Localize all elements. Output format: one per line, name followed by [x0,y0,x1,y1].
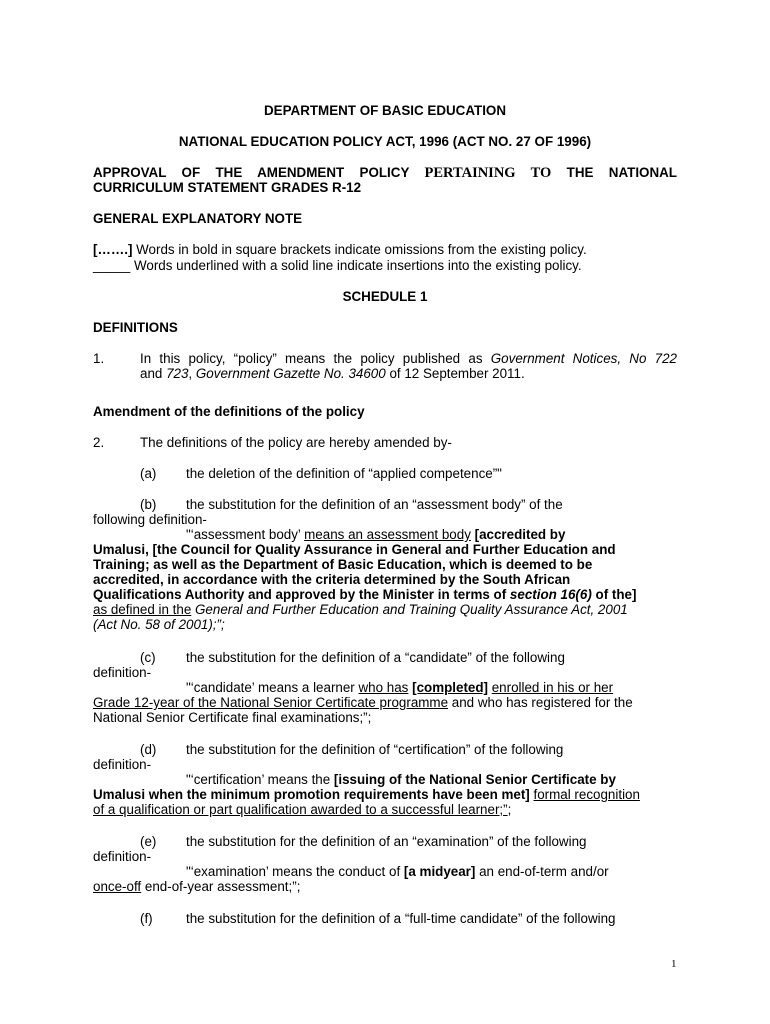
clause-label: (e) [140,834,157,849]
clause-c-line2: definition- [93,665,152,680]
page-number: 1 [671,958,677,970]
clause-d-line3: "‘certification’ means the [issuing of the National Senior Certificate by [186,772,616,787]
clause-d-line4: Umalusi when the minimum promotion requirements have been met] formal recognition [93,787,640,802]
act-title: NATIONAL EDUCATION POLICY ACT, 1996 (ACT NO. 27 OF 1996) [178,134,592,149]
clause-b-line9: (Act No. 58 of 2001);”; [93,617,225,632]
item1-line1: In this policy, “policy” means the policy published as Government Notices, No 722 [140,351,677,366]
schedule-heading: SCHEDULE 1 [342,289,428,304]
clause-d-line1: the substitution for the definition of “certification” of the following [186,742,564,757]
clause-c-line3: "‘candidate’ means a learner who has [completed] enrolled in his or her [186,680,614,695]
clause-b-line4: Umalusi, [the Council for Quality Assurance in General and Further Education and [93,542,616,557]
department-title: DEPARTMENT OF BASIC EDUCATION [263,103,507,118]
approval-title-line1: APPROVAL OF THE AMENDMENT POLICY PERTAINING TO THE NATIONAL [93,165,677,181]
clause-label: (a) [140,466,157,481]
item1-line2: and 723, Government Gazette No. 34600 of 12 September 2011. [140,366,525,381]
clause-e-line4: once-off end-of-year assessment;”; [93,879,301,894]
item-number: 1. [93,351,105,366]
clause-e-line1: the substitution for the definition of an “examination” of the following [186,834,587,849]
clause-f-line1: the substitution for the definition of a “full-time candidate” of the following [186,911,616,926]
insertion-legend: _____ Words underlined with a solid line indicate insertions into the existing policy. [93,258,582,273]
definitions-heading: DEFINITIONS [93,320,178,335]
clause-label: (f) [140,911,153,926]
clause-label: (d) [140,742,157,757]
clause-label: (b) [140,497,157,512]
clause-d-line5: of a qualification or part qualification awarded to a successful learner;”; [93,802,512,817]
approval-title-line2: CURRICULUM STATEMENT GRADES R-12 [93,180,362,195]
omission-legend: […….] Words in bold in square brackets indicate omissions from the existing policy. [93,242,587,257]
item2-text: The definitions of the policy are hereby amended by- [140,435,452,450]
clause-b-line5: Training; as well as the Department of Basic Education, which is deemed to be [93,557,593,572]
clause-b-line2: following definition- [93,512,207,527]
amendment-heading: Amendment of the definitions of the policy [93,404,365,419]
clause-e-line2: definition- [93,849,152,864]
clause-b-line1: the substitution for the definition of an “assessment body” of the [186,497,563,512]
clause-b-line7: Qualifications Authority and approved by the Minister in terms of section 16(6) of the] [93,587,637,602]
clause-c-line1: the substitution for the definition of a “candidate” of the following [186,650,565,665]
note-heading: GENERAL EXPLANATORY NOTE [93,211,303,226]
item-number: 2. [93,435,105,450]
clause-b-line3: "‘assessment body’ means an assessment body [accredited by [186,527,566,542]
clause-c-line4: Grade 12-year of the National Senior Certificate programme and who has registered for the [93,695,633,710]
clause-a-text: the deletion of the definition of “applied competence”" [186,466,502,481]
clause-b-line8: as defined in the General and Further Education and Training Quality Assurance Act, 2001 [93,602,628,617]
clause-label: (c) [140,650,156,665]
clause-b-line6: accredited, in accordance with the criteria determined by the South African [93,572,571,587]
clause-c-line5: National Senior Certificate final examinations;”; [93,710,372,725]
clause-d-line2: definition- [93,757,152,772]
clause-e-line3: "‘examination’ means the conduct of [a midyear] an end-of-term and/or [186,864,609,879]
